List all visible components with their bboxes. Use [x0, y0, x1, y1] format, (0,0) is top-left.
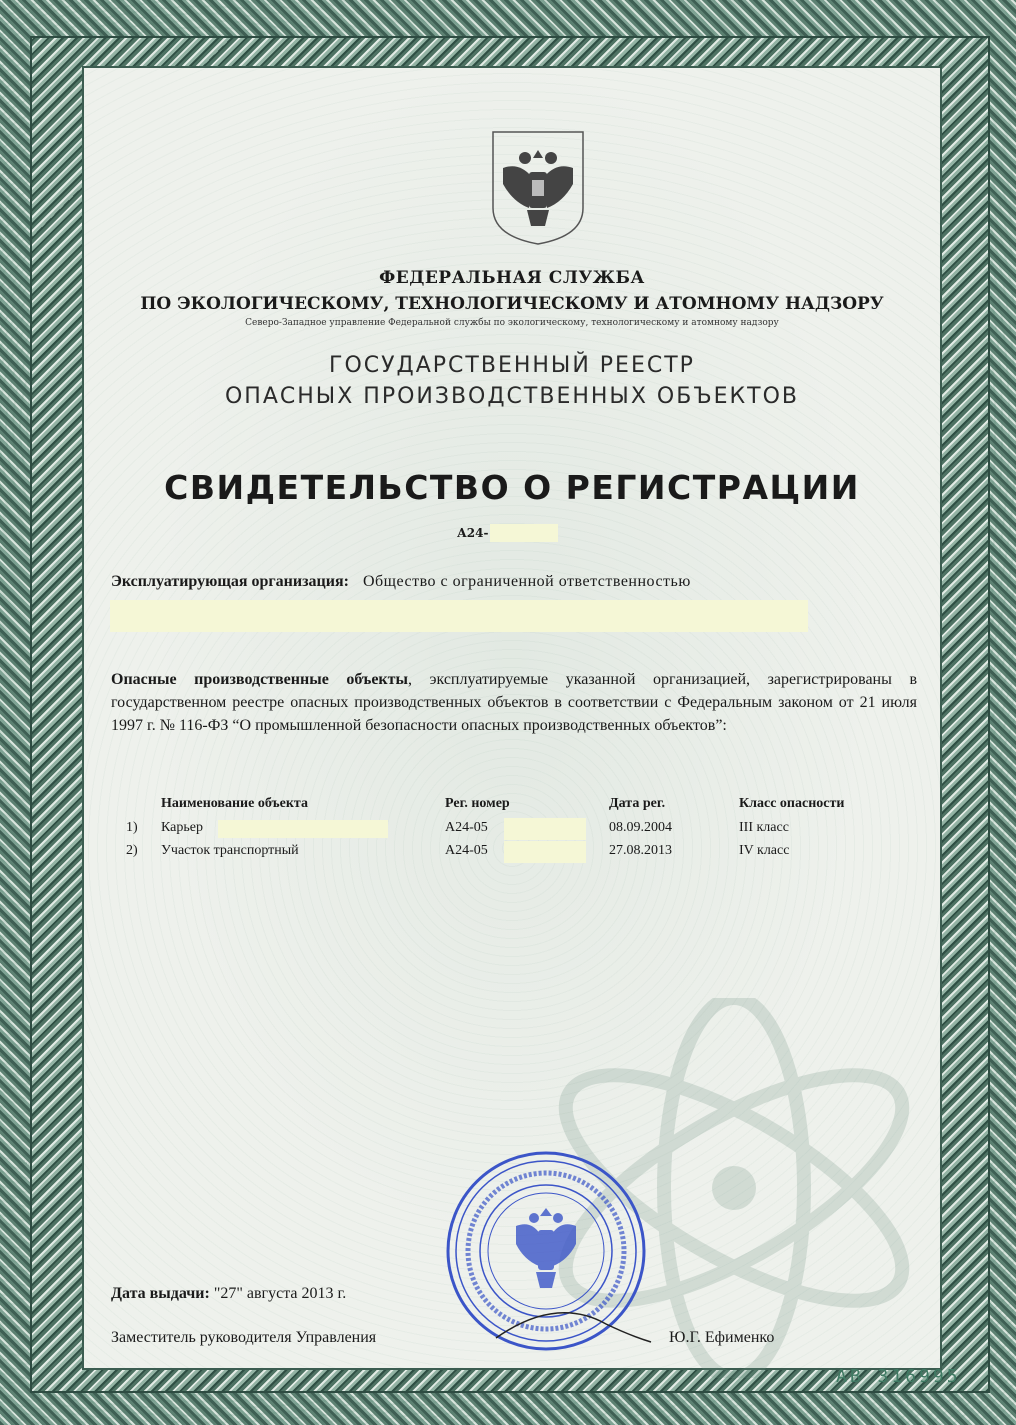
row-reg-number: А24-05	[445, 820, 488, 835]
certificate-body	[82, 66, 961, 1387]
organization-line	[111, 573, 911, 591]
header-reg-number: Рег. номер	[445, 796, 510, 811]
redaction-mark	[504, 841, 586, 863]
agency-line-1: ФЕДЕРАЛЬНАЯ СЛУЖБА	[379, 268, 645, 288]
issue-date-label: Дата выдачи:	[111, 1285, 210, 1302]
organization-label: Эксплуатирующая организация:	[111, 573, 349, 590]
row-reg-date: 08.09.2004	[609, 820, 672, 835]
row-hazard-class: IV класс	[739, 843, 790, 858]
issue-date-value: "27" августа 2013 г.	[213, 1285, 347, 1302]
agency-line-2: ПО ЭКОЛОГИЧЕСКОМУ, ТЕХНОЛОГИЧЕСКОМУ И АТОМНОМУ НАДЗОРУ	[140, 294, 884, 314]
signatory-title: Заместитель руководителя Управления	[111, 1329, 377, 1346]
register-title-1: ГОСУДАРСТВЕННЫЙ РЕЕСТР	[329, 353, 695, 378]
row-index: 1)	[126, 820, 138, 835]
certificate-title: СВИДЕТЕЛЬСТВО О РЕГИСТРАЦИИ	[164, 468, 860, 507]
statement-bold: Опасные производственные объекты	[111, 671, 408, 688]
organization-value: Общество с ограниченной ответственностью	[362, 573, 691, 590]
redaction-mark	[110, 600, 808, 632]
certificate-number: А24-	[457, 526, 489, 540]
header-reg-date: Дата рег.	[609, 796, 666, 811]
redaction-mark	[504, 818, 586, 840]
row-reg-date: 27.08.2013	[609, 843, 672, 858]
row-reg-number: А24-05	[445, 843, 488, 858]
signatory-name: Ю.Г. Ефименко	[669, 1329, 775, 1346]
guilloche-border	[30, 36, 990, 1393]
agency-subtitle: Северо-Западное управление Федеральной службы по экологическому, технологическому и атомному надзору	[245, 318, 779, 328]
serial-number: АВ 316995	[836, 1366, 961, 1387]
register-title-2: ОПАСНЫХ ПРОИЗВОДСТВЕННЫХ ОБЪЕКТОВ	[224, 384, 800, 409]
header-hazard-class: Класс опасности	[739, 796, 845, 811]
statement-text: , эксплуатируемые указанной организацией, зарегистрированы в государственном реестре опасных производственных объектов в соответствии с Федеральным законом от 21 июля 1997 г. № 116-ФЗ “О промышленной безопасности опасных производственных объектов”:	[111, 671, 918, 734]
row-hazard-class: III класс	[739, 820, 789, 835]
redaction-mark	[218, 820, 388, 838]
official-seal-stamp-icon	[436, 1146, 656, 1356]
issue-date	[111, 1285, 346, 1303]
header-name: Наименование объекта	[161, 796, 308, 811]
row-index: 2)	[126, 843, 138, 858]
redaction-mark	[490, 524, 558, 542]
coat-of-arms-icon	[489, 128, 587, 248]
row-name: Участок транспортный	[161, 843, 299, 858]
registration-statement	[111, 668, 917, 737]
row-name: Карьер	[161, 820, 203, 835]
